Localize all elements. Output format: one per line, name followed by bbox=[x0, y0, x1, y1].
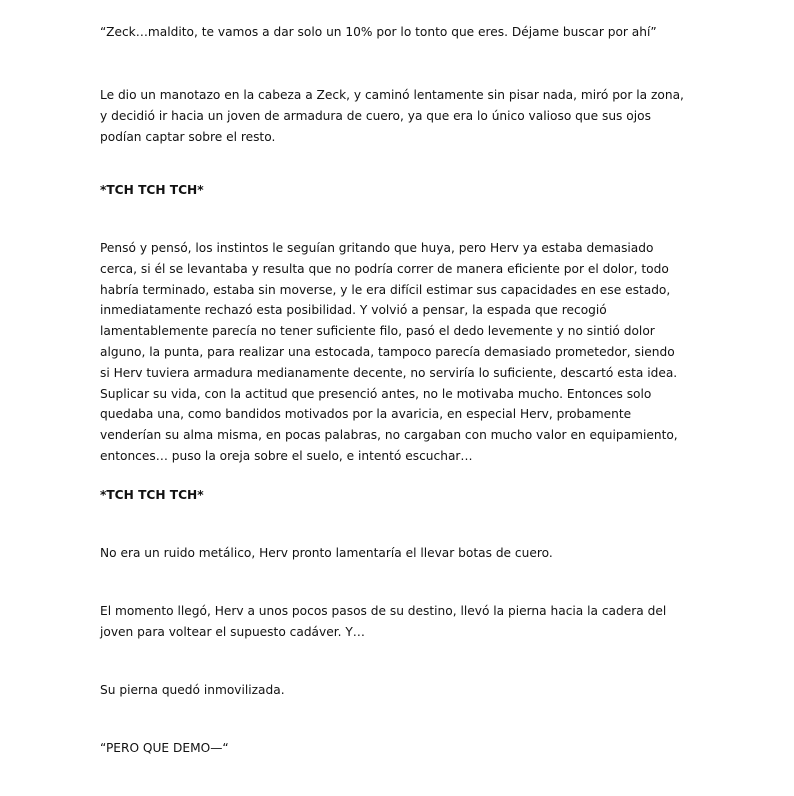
paragraph-narration-1: Le dio un manotazo en la cabeza a Zeck, y caminó lentamente sin pisar nada, miró por la zona, y decidió ir hacia un joven de armadura de cuero, ya que era lo único valioso que sus ojos podían captar sobre el resto. bbox=[100, 88, 684, 144]
paragraph-narration-5: Su pierna quedó inmovilizada. bbox=[100, 683, 285, 697]
sound-effect-1: *TCH TCH TCH* bbox=[100, 183, 204, 197]
paragraph-narration-2: Pensó y pensó, los instintos le seguían gritando que huya, pero Herv ya estaba demasiado cerca, si él se levantaba y resulta que no podría correr de manera eficiente por el dolor, todo habría terminado, estaba sin moverse, y le era difícil estimar sus capacidades en ese estado, inmediatamente rechazó esta posibilidad. Y volvió a pensar, la espada que recogió lamentablemente parecía no tener suficiente filo, pasó el dedo levemente y no sintió dolor alguno, la punta, para realizar una estocada, tampoco parecía demasiado prometedor, siendo si Herv tuviera armadura medianamente decente, no serviría lo suficiente, descartó esta idea. Suplicar su vida, con la actitud que presenció antes, no le motivaba mucho. Entonces solo quedaba una, como bandidos motivados por la avaricia, en especial Herv, probamente venderían su alma misma, en pocas palabras, no cargaban con mucho valor en equipamiento, entonces… puso la oreja sobre el suelo, e intentó escuchar… bbox=[100, 241, 678, 463]
paragraph-dialogue-final: “PERO QUE DEMO—“ bbox=[100, 741, 229, 755]
paragraph-narration-4: El momento llegó, Herv a unos pocos pasos de su destino, llevó la pierna hacia la cadera del joven para voltear el supuesto cadáver. Y… bbox=[100, 604, 667, 639]
paragraph-dialogue-zeck: “Zeck…maldito, te vamos a dar solo un 10% por lo tonto que eres. Déjame buscar por ahí” bbox=[100, 25, 657, 39]
paragraph-narration-3: No era un ruido metálico, Herv pronto lamentaría el llevar botas de cuero. bbox=[100, 546, 553, 560]
sound-effect-2: *TCH TCH TCH* bbox=[100, 488, 204, 502]
